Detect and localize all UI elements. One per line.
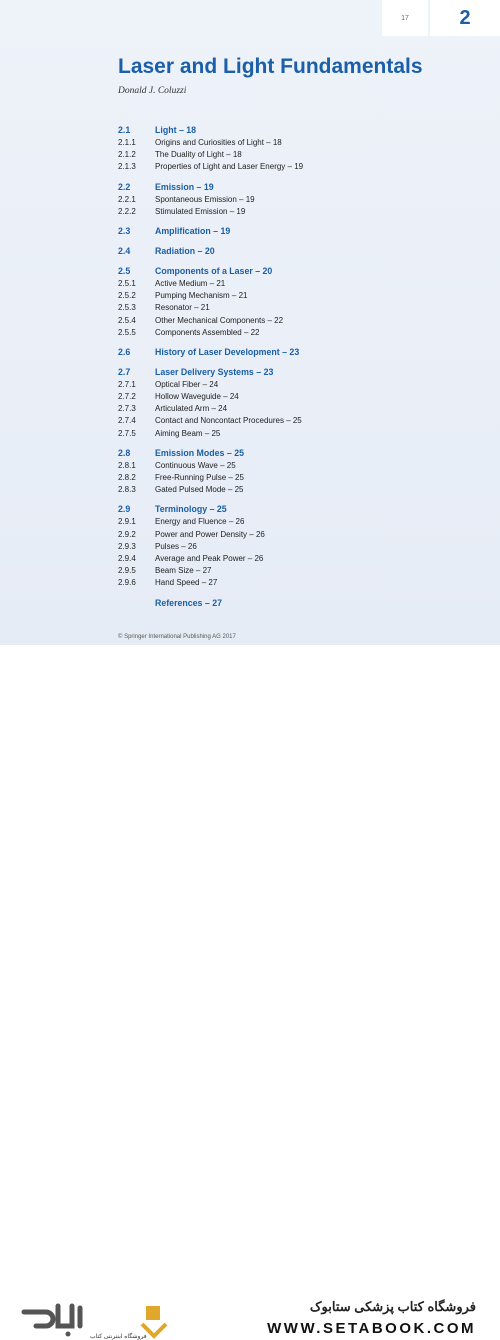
chapter-title: Laser and Light Fundamentals <box>118 55 423 78</box>
toc-subsection <box>118 415 448 427</box>
toc-entry-text: Power and Power Density – 26 <box>155 529 265 539</box>
toc-number: 2.9.5 <box>118 566 136 576</box>
copyright-notice: © Springer International Publishing AG 2017 <box>118 634 236 640</box>
toc-number: 2.7.2 <box>118 392 136 402</box>
toc-entry-text: Active Medium – 21 <box>155 278 226 288</box>
toc-section <box>118 447 448 460</box>
toc-entry-text: Other Mechanical Components – 22 <box>155 315 284 325</box>
toc-entry-text: Resonator – 21 <box>155 303 210 313</box>
toc-entry-text: Light – 18 <box>155 125 197 135</box>
toc-entry-text: Average and Peak Power – 26 <box>155 553 264 563</box>
toc-number: 2.4 <box>118 245 131 256</box>
toc-number: 2.9.2 <box>118 529 136 539</box>
toc-entry-text: Optical Fiber – 24 <box>155 379 219 389</box>
toc-subsection <box>118 327 448 339</box>
toc-number <box>118 597 155 610</box>
toc-entry-text: Gated Pulsed Mode – 25 <box>155 485 244 495</box>
toc-number: 2.8.2 <box>118 473 136 482</box>
toc-number: 2.5.1 <box>118 278 136 288</box>
toc-number: 2.2 <box>118 181 131 192</box>
toc-number: 2.9.4 <box>118 553 136 563</box>
toc-section <box>118 366 448 379</box>
toc-number: 2.3 <box>118 225 131 236</box>
toc-number: 2.6 <box>118 346 131 357</box>
toc-section <box>118 245 448 258</box>
chapter-author: Donald J. Coluzzi <box>118 86 187 96</box>
toc-number: 2.8 <box>118 447 131 458</box>
toc-number: 2.7 <box>118 366 131 377</box>
toc-number: 2.5 <box>118 265 131 276</box>
toc-subsection <box>118 290 448 302</box>
toc-section <box>118 124 448 137</box>
toc-entry-text: Continuous Wave – 25 <box>155 460 236 470</box>
page-number: 17 <box>382 0 428 36</box>
toc-subsection <box>118 565 448 577</box>
toc-number: 2.8.3 <box>118 485 136 495</box>
toc-subsection <box>118 137 448 149</box>
footer-banner <box>0 645 500 1340</box>
toc-number: 2.7.5 <box>118 428 136 438</box>
toc-entry-text: References – 27 <box>155 597 222 608</box>
toc-subsection <box>118 541 448 553</box>
toc-entry-text: Beam Size – 27 <box>155 566 212 576</box>
toc-section <box>118 346 448 359</box>
toc-entry-text: Components Assembled – 22 <box>155 327 260 337</box>
toc-number: 2.8.1 <box>118 460 136 470</box>
toc-entry-text: Stimulated Emission – 19 <box>155 206 246 216</box>
toc-number: 2.2.2 <box>118 206 136 216</box>
toc-subsection <box>118 472 448 484</box>
toc-subsection <box>118 428 448 440</box>
toc-number: 2.9.3 <box>118 541 136 551</box>
toc-number: 2.9 <box>118 504 131 515</box>
toc-section <box>118 265 448 278</box>
logo-caption: فروشگاه اینترنتی کتاب <box>90 1334 147 1340</box>
toc-number: 2.7.1 <box>118 379 136 389</box>
toc-subsection <box>118 315 448 327</box>
toc-number: 2.2.1 <box>118 194 136 204</box>
toc-entry-text: The Duality of Light – 18 <box>155 150 242 160</box>
toc-entry-text: Articulated Arm – 24 <box>155 404 228 414</box>
toc-section <box>118 181 448 194</box>
toc-section <box>118 503 448 516</box>
toc-number: 2.7.3 <box>118 404 136 414</box>
toc-entry-text: Amplification – 19 <box>155 225 231 236</box>
chapter-number: 2 <box>430 0 500 36</box>
toc-entry-text: Emission – 19 <box>155 181 214 192</box>
toc-entry-text: Terminology – 25 <box>155 504 227 515</box>
toc-entry-text: Laser Delivery Systems – 23 <box>155 366 274 377</box>
toc-subsection <box>118 206 448 218</box>
toc-entry-text: Energy and Fluence – 26 <box>155 517 245 527</box>
toc-number: 2.1 <box>118 125 131 135</box>
toc-section <box>118 597 448 610</box>
toc-number: 2.9.6 <box>118 578 136 588</box>
toc-number: 2.5.5 <box>118 327 136 337</box>
toc-entry-text: Components of a Laser – 20 <box>155 265 273 276</box>
toc-number: 2.5.2 <box>118 291 136 301</box>
toc-number: 2.1.1 <box>118 138 136 147</box>
toc-subsection <box>118 577 448 589</box>
toc-number: 2.5.3 <box>118 303 136 313</box>
toc-subsection <box>118 484 448 496</box>
toc-subsection <box>118 460 448 472</box>
toc-subsection <box>118 194 448 206</box>
toc-subsection <box>118 403 448 415</box>
toc-entry-text: History of Laser Development – 23 <box>155 346 300 357</box>
toc-number: 2.9.1 <box>118 517 136 527</box>
table-of-contents <box>118 124 448 610</box>
toc-entry-text: Emission Modes – 25 <box>155 447 244 458</box>
toc-subsection <box>118 529 448 541</box>
toc-subsection <box>118 302 448 314</box>
toc-entry-text: Pulses – 26 <box>155 541 197 551</box>
toc-entry-text: Hollow Waveguide – 24 <box>155 392 239 402</box>
toc-entry-text: Contact and Noncontact Procedures – 25 <box>155 416 302 426</box>
book-page <box>0 0 500 645</box>
toc-entry-text: Properties of Light and Laser Energy – 19 <box>155 162 304 172</box>
toc-entry-text: Pumping Mechanism – 21 <box>155 291 248 301</box>
toc-entry-text: Radiation – 20 <box>155 245 215 256</box>
toc-entry-text: Origins and Curiosities of Light – 18 <box>155 138 282 147</box>
toc-number: 2.7.4 <box>118 416 136 426</box>
toc-number: 2.5.4 <box>118 315 136 325</box>
toc-subsection <box>118 379 448 391</box>
store-name: فروشگاه کتاب پزشکی ستابوک <box>309 1299 476 1314</box>
store-url: WWW.SETABOOK.COM <box>267 1320 476 1337</box>
toc-subsection <box>118 161 448 173</box>
toc-subsection <box>118 553 448 565</box>
toc-entry-text: Hand Speed – 27 <box>155 578 218 588</box>
toc-entry-text: Aiming Beam – 25 <box>155 428 221 438</box>
toc-entry-text: Spontaneous Emission – 19 <box>155 194 255 204</box>
toc-section <box>118 225 448 238</box>
toc-number: 2.1.3 <box>118 162 136 172</box>
toc-subsection <box>118 149 448 161</box>
toc-subsection <box>118 516 448 528</box>
toc-entry-text: Free-Running Pulse – 25 <box>155 473 244 482</box>
toc-number: 2.1.2 <box>118 150 136 160</box>
toc-subsection <box>118 278 448 290</box>
toc-subsection <box>118 391 448 403</box>
